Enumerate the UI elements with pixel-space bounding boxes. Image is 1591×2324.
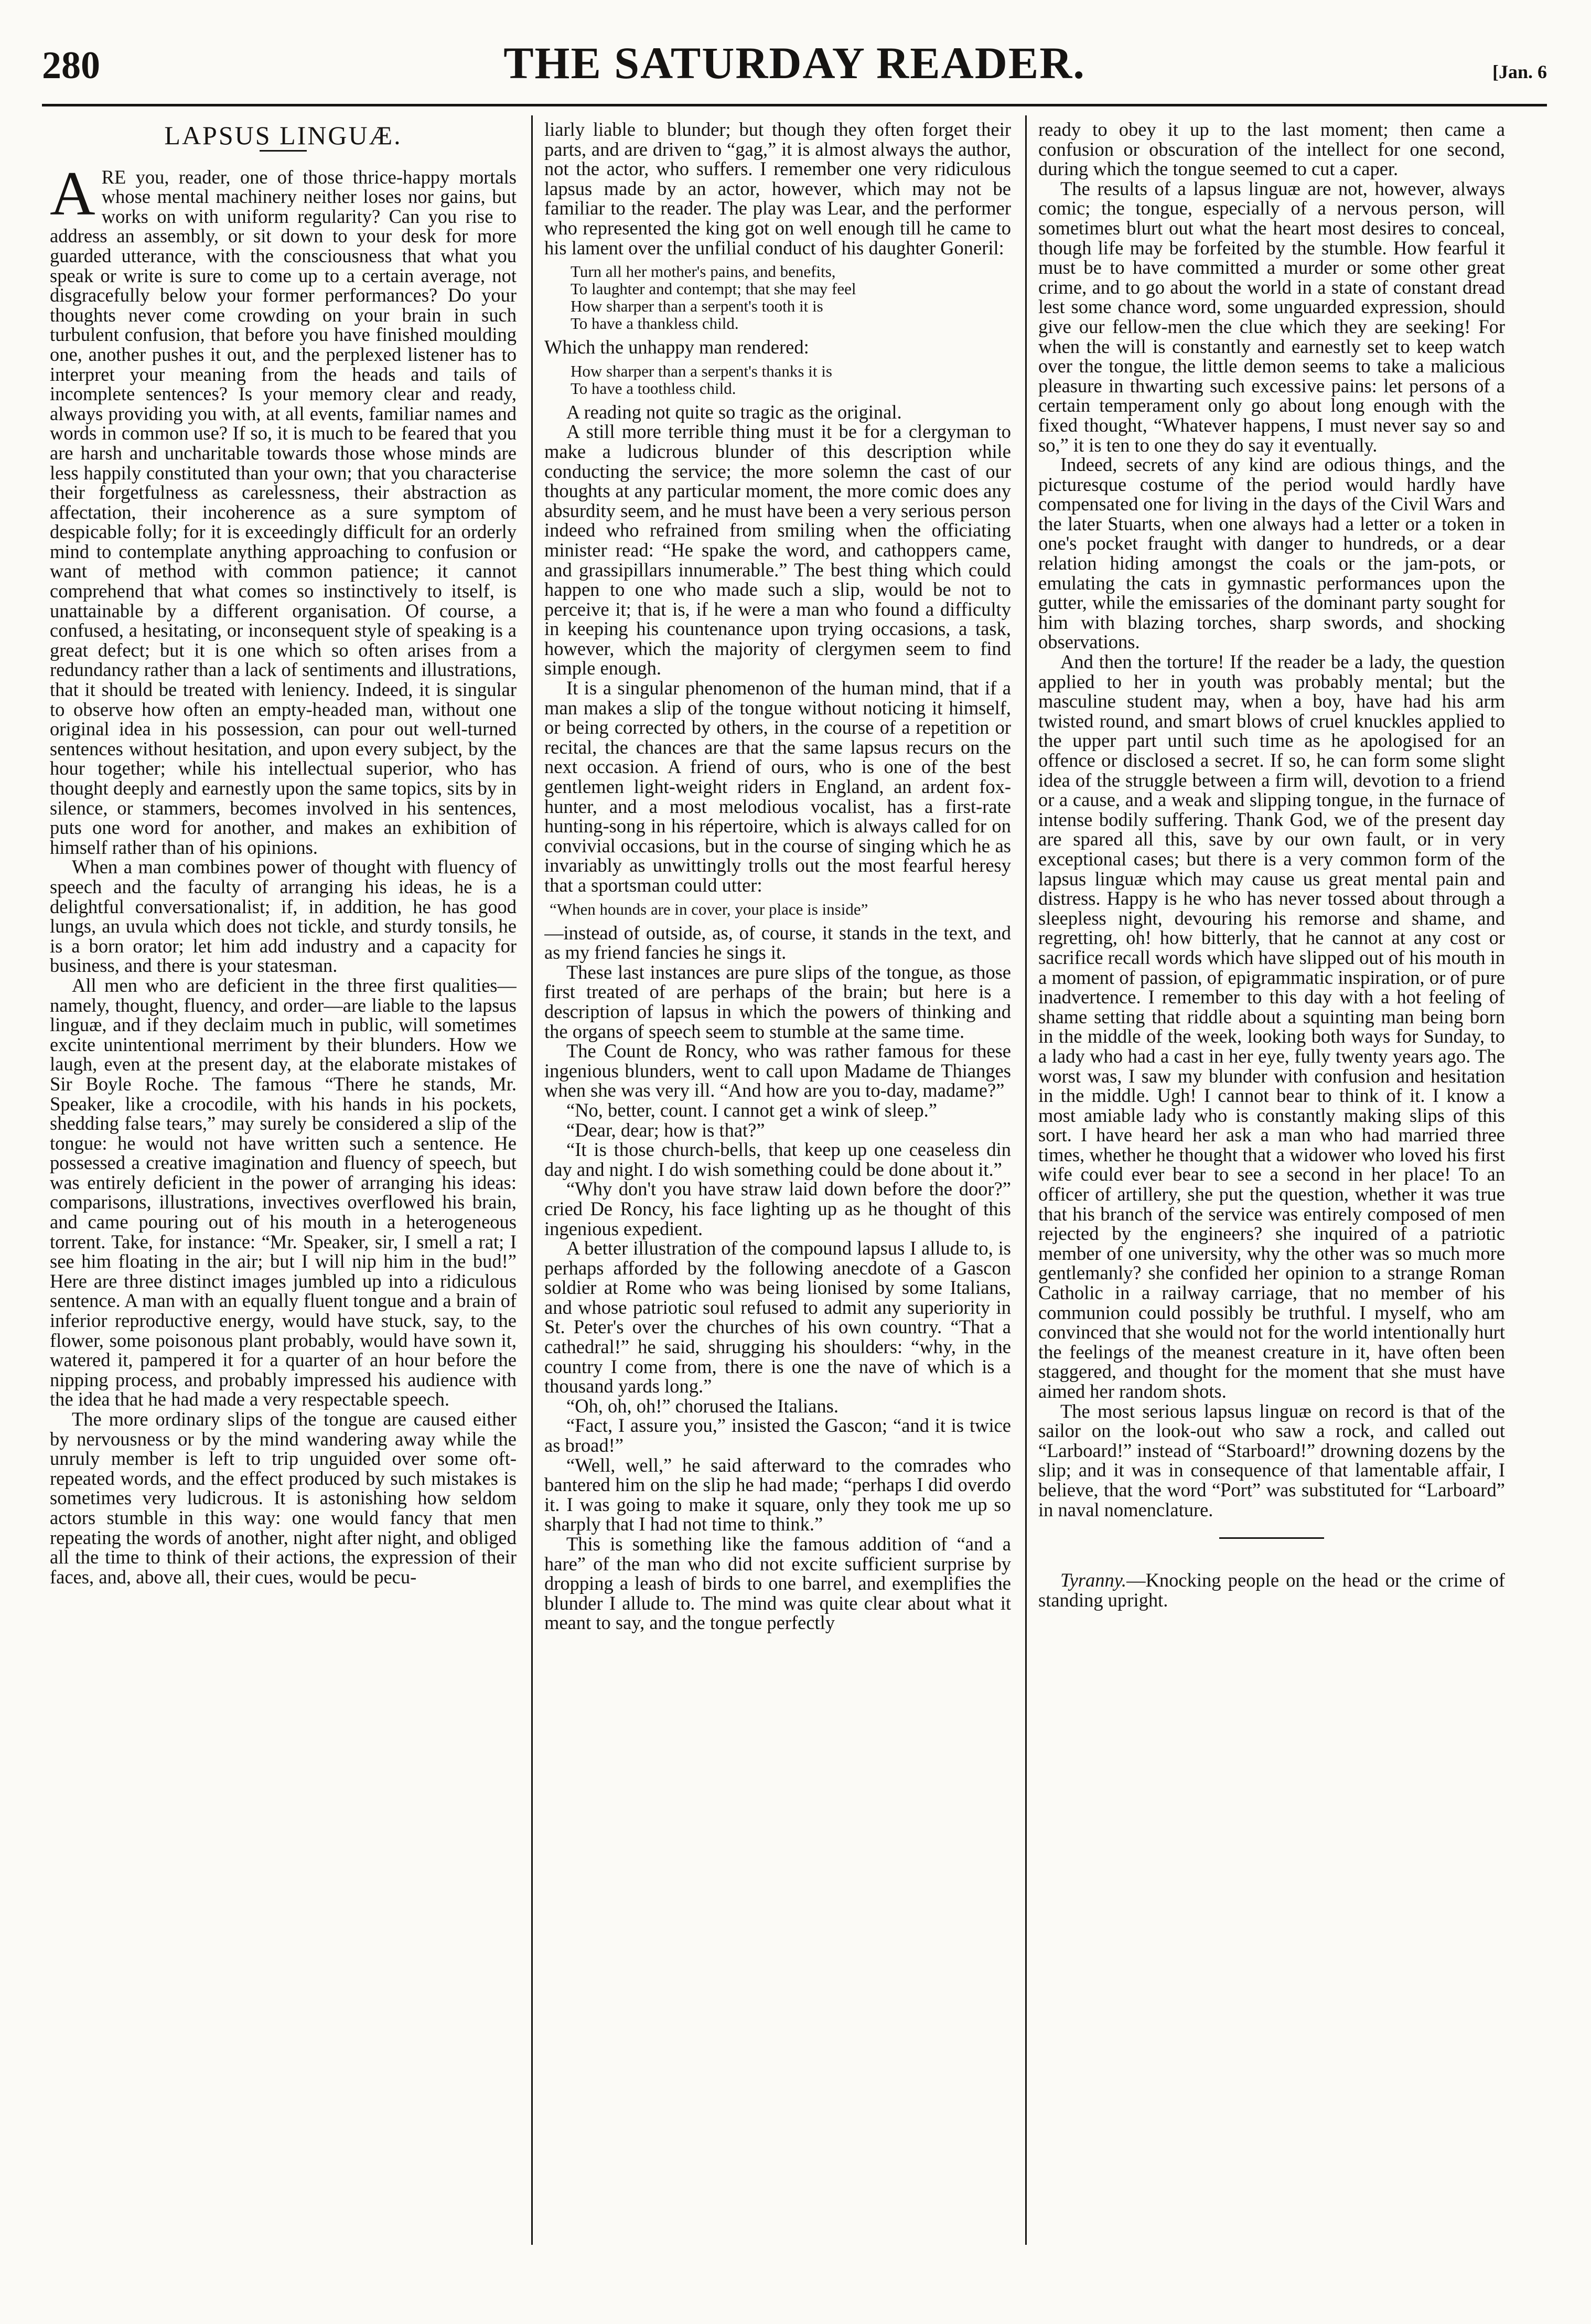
article-title: LAPSUS LINGUÆ. — [164, 121, 402, 150]
article-end-rule — [1219, 1537, 1324, 1539]
page-number: 280 — [42, 44, 100, 87]
paragraph: And then the torture! If the reader be a lady, the question applied to her in youth was probably mental; but the masculine student may, when a boy, have had his arm twisted round, and smart blows of cruel knuckles applied to the upper part until such time as he apologised for an offence or disclosed a secret. If so, he can form some slight idea of the struggle between a firm will, devotion to a friend or a cause, and a weak and slipping tongue, in the furnace of intense bodily suffering. Thank God, we of the present day are spared all this, save by our own fault, or in very exceptional cases; but there is a very common form of the lapsus linguæ which may cause us great mental pain and distress. Happy is he who has never tossed about through a sleepless night, devouring his remorse and shame, and regretting, oh! how bitterly, that he cannot at any cost or sacrifice recall words which have slipped out of his mouth in a moment of passion, of epigrammatic inspiration, or of pure inadvertence. I remember to this day with a hot feeling of shame setting that riddle about a squinting man being born in the middle of the week, looking both ways for Sunday, to a lady who had a cast in her eye, fully twenty years ago. The worst was, I saw my blunder with confusion and hesitation in the middle. Ugh! I cannot bear to think of it. I know a most amiable lady who is constantly making slips of this sort. I have heard her ask a man who had married three times, whether he thought that a widower who loved his first wife could ever bear to see a second in her place! To an officer of artillery, she put the question, whether it was true that his branch of the service was entirely composed of men rejected by the engineers? she inquired of a patriotic member of one university, why the other was so much more gentlemanly? she confided her opinion to a strange Roman Catholic in a railway carriage, that no member of his communion could possibly be truthful. I myself, who am convinced that she would not for the world intentionally hurt the feelings of the meanest creature in it, have often been staggered, and thought for the moment that she must have aimed her random shots. — [1038, 651, 1505, 1402]
paragraph: A still more terrible thing must it be for a clergyman to make a ludicrous blunder of this description while conducting the service; the more solemn the cast of our thoughts at any particular moment, the more comic does any absurdity seem, and he must have been a very serious person indeed who refrained from smiling when the officiating minister read: “He spake the word, and cathoppers came, and grassipillars innumerable.” The best thing which could happen to one who made such a slip, would be not to perceive it; that is, if he were a man who found a difficulty in keeping his countenance upon trying occasions, a task, however, which the majority of clergymen seem to find simple enough. — [544, 421, 1011, 679]
paragraph: A better illustration of the compound lapsus I allude to, is perhaps afforded by the following anecdote of a Gascon soldier at Rome who was being lionised by some Italians, and whose patriotic soul refused to admit any superiority in St. Peter's over the churches of his own country. “That a cathedral!” he said, shrugging his shoulders: “why, in the country I come from, there is one the nave of which is a thousand yards long.” — [544, 1237, 1011, 1397]
paragraph: A reading not quite so tragic as the original. — [566, 401, 902, 423]
column-divider — [1025, 115, 1027, 2245]
masthead — [42, 37, 1547, 94]
title-rule — [260, 150, 307, 152]
paragraph: “Why don't you have straw laid down before the door?” cried De Roncy, his face lighting up as he thought of this ingenious expedient. — [544, 1178, 1011, 1239]
verse-line: To have a toothless child. — [571, 379, 736, 398]
paragraph: Which the unhappy man rendered: — [544, 336, 809, 358]
verse-line: To have a thankless child. — [571, 314, 739, 333]
drop-cap: A — [50, 158, 95, 228]
paragraph: These last instances are pure slips of the tongue, as those first treated of are perhaps of the brain; but here is a description of lapsus in which the powers of thinking and the organs of speech seem to stumble at the same time. — [544, 961, 1011, 1042]
paragraph: “Well, well,” he said afterward to the comrades who bantered him on the slip he had made; “perhaps I did overdo it. I was going to make it square, only they took me up so sharply that I had not time to think.” — [544, 1454, 1011, 1535]
issue-date: [Jan. 6 — [1492, 61, 1547, 82]
paragraph: “No, better, count. I cannot get a wink of sleep.” — [566, 1099, 937, 1121]
lear-quote — [571, 263, 1011, 332]
journal-title: THE SATURDAY READER. — [503, 38, 1085, 88]
paragraph: liarly liable to blunder; but though they often forget their parts, and are driven to “gag,” it is almost always the author, not the actor, who suffers. I remember one very ridiculous lapsus made by an actor, however, which may not be familiar to the reader. The play was Lear, and the performer who represented the king got on well enough till he came to his lament over the unfilial conduct of his daughter Goneril: — [544, 120, 1011, 259]
paragraph: The Count de Roncy, who was rather famous for these ingenious blunders, went to call upon Madame de Thianges when she was very ill. “And how are you to-day, madame?” — [544, 1040, 1011, 1101]
song-quote: “When hounds are in cover, your place is inside” — [550, 899, 868, 918]
paragraph: —instead of outside, as, of course, it stands in the text, and as my friend fancies he sings it. — [544, 922, 1011, 963]
paragraph: The results of a lapsus linguæ are not, however, always comic; the tongue, especially of a nervous person, will sometimes blurt out what the heart most desires to conceal, though life may be forfeited by the stumble. How fearful it must be to have committed a murder or some other great crime, and to go about the world in a state of constant dread lest some chance word, some unguarded expression, should give our fellow-men the clue which they are seeking! For when the will is constantly and earnestly set to keep watch over the tongue, the little demon seems to take a malicious pleasure in thwarting such excessive pains: let persons of a certain temperament only go about long enough with the fixed thought, “Whatever happens, I must never say so and so,” it is ten to one they do say it eventually. — [1038, 177, 1505, 456]
filler-title: Tyranny. — [1060, 1569, 1127, 1591]
filler-item — [1038, 1570, 1505, 1610]
paragraph: This is something like the famous addition of “and a hare” of the man who did not excite sufficient surprise by dropping a leash of birds to one barrel, and exemplifies the blunder I allude to. The mind was quite clear about what it meant to say, and the tongue perfectly — [544, 1533, 1011, 1634]
verse-line: How sharper than a serpent's tooth it is — [571, 297, 823, 316]
paragraph: When a man combines power of thought with fluency of speech and the faculty of arranging his ideas, he is a delightful conversationalist; if, in addition, he has good lungs, an uvula which does not tickle, and sturdy tonsils, he is a born orator; let him add industry and a capacity for business, and there is your statesman. — [50, 856, 517, 977]
rendered-quote — [571, 362, 1011, 397]
paragraph: “Fact, I assure you,” insisted the Gascon; “and it is twice as broad!” — [544, 1415, 1011, 1456]
column-divider — [531, 115, 533, 2245]
column-2 — [544, 120, 1011, 2244]
paragraph: Indeed, secrets of any kind are odious things, and the picturesque costume of the period would hardly have compensated one for living in the days of the Civil Wars and the later Stuarts, when one always had a letter or a token in one's pocket fraught with danger to hundreds, or a dear relation hiding amongst the coals or the jam-pots, or emulating the cats in gymnastic performances upon the gutter, while the emissaries of the dominant party sought for him with blazing torches, sharp swords, and shocking observations. — [1038, 454, 1505, 653]
paragraph: The most serious lapsus linguæ on record is that of the sailor on the look-out who saw a rock, and called out “Larboard!” instead of “Starboard!” drowning dozens by the slip; and it was in consequence of that lamentable affair, I believe, that the word “Port” was substituted for “Larboard” in naval nomenclature. — [1038, 1400, 1505, 1520]
verse-line: To laughter and contempt; that she may feel — [571, 280, 856, 298]
verse-line: Turn all her mother's pains, and benefits, — [571, 262, 836, 281]
paragraph: “It is those church-bells, that keep up one ceaseless din day and night. I do wish something could be done about it.” — [544, 1139, 1011, 1180]
column-1 — [50, 120, 517, 2244]
paragraph: “Oh, oh, oh!” chorused the Italians. — [566, 1395, 838, 1417]
column-3 — [1038, 120, 1505, 2244]
filler-text: —Knocking people on the head or the crime of standing upright. — [1038, 1569, 1505, 1611]
paragraph: It is a singular phenomenon of the human mind, that if a man makes a slip of the tongue without noticing it himself, or being corrected by others, in the course of a repetition or recital, the chances are that the same lapsus recurs on the next occasion. A friend of ours, who is one of the best gentlemen light-weight riders in England, an ardent fox-hunter, and a most melodious vocalist, has a first-rate hunting-song in his répertoire, which is always called for on convivial occasions, but in the course of singing which he as invariably as unwittingly trolls out the most fearful heresy that a sportsman could utter: — [544, 677, 1011, 896]
paragraph: “Dear, dear; how is that?” — [566, 1119, 765, 1141]
paragraph: ready to obey it up to the last moment; then came a confusion or obscuration of the intellect for one second, during which the tongue seemed to cut a caper. — [1038, 120, 1505, 180]
header-rule — [42, 104, 1547, 106]
paragraph: The more ordinary slips of the tongue are caused either by nervousness or by the mind wandering away while the unruly member is left to trip unguided over some oft-repeated words, and the effect produced by such mistakes is sometimes very ludicrous. It is astonishing how seldom actors stumble in this way: one would fancy that men repeating the words of another, night after night, and obliged all the time to think of their actions, the expression of their faces, and, above all, their cues, would be pecu- — [50, 1408, 517, 1588]
verse-line: How sharper than a serpent's thanks it is — [571, 361, 832, 380]
paragraph: All men who are deficient in the three first qualities—namely, thought, fluency, and order—are liable to the lapsus linguæ, and if they declaim much in public, will sometimes excite unintentional merriment by their blunders. How we laugh, even at the present day, at the elaborate mistakes of Sir Boyle Roche. The famous “There he stands, Mr. Speaker, like a crocodile, with his hands in his pockets, shedding false tears,” may surely be considered a slip of the tongue: he would not have written such a sentence. He possessed a creative imagination and fluency of speech, but was entirely deficient in the power of arranging his ideas: comparisons, illustrations, invectives overflowed his brain, and came pouring out of his mouth in a heterogeneous torrent. Take, for instance: “Mr. Speaker, sir, I smell a rat; I see him floating in the air; but I will nip him in the bud!” Here are three distinct images jumbled up into a ridiculous sentence. A man with an equally fluent tongue and a brain of inferior reproductive energy, would have stuck, say, to the flower, some poisonous plant probably, would have sown it, watered it, pampered it for a quarter of an hour before the nipping process, and probably impressed his audience with the idea that he had made a very respectable speech. — [50, 974, 517, 1410]
paragraph: RE you, reader, one of those thrice-happy mortals whose mental machinery neither loses nor gains, but works on with uniform regularity? Can you rise to address an assembly, or sit down to your desk for more guarded utterance, with the consciousness that what you speak or write is sure to come up to a certain average, not disgracefully below your former performances? Do your thoughts never come crowding on your brain in such turbulent confusion, that before you have finished moulding one, another pushes it out, and the perplexed listener has to interpret your meaning from the heads and tails of incomplete sentences? Is your memory clear and ready, always providing you with, at all events, familiar names and words in common use? If so, it is much to be feared that you are harsh and uncharitable towards those whose minds are less happily constituted than your own; that you characterise their forgetfulness as carelessness, their abstraction as affectation, their incoherence as a sure symptom of despicable folly; for it is exceedingly difficult for an orderly mind to contemplate anything approaching to confusion or want of method with common patience; it cannot comprehend that what comes so instinctively to itself, is unattainable by a different organisation. Of course, a confused, a hesitating, or inconsequent style of speaking is a great defect; but it is one which so often arises from a redundancy rather than a lack of sentiments and illustrations, that it should be treated with leniency. Indeed, it is singular to observe how often an empty-headed man, without one original idea in his possession, can pour out well-turned sentences without hesitation, and upon every subject, by the hour together; while his intellectual superior, who has thought deeply and earnestly upon the same topics, sits by in silence, or stammers, becomes involved in his sentences, puts one word for another, and makes an exhibition of himself rather than of his opinions. — [50, 166, 517, 858]
